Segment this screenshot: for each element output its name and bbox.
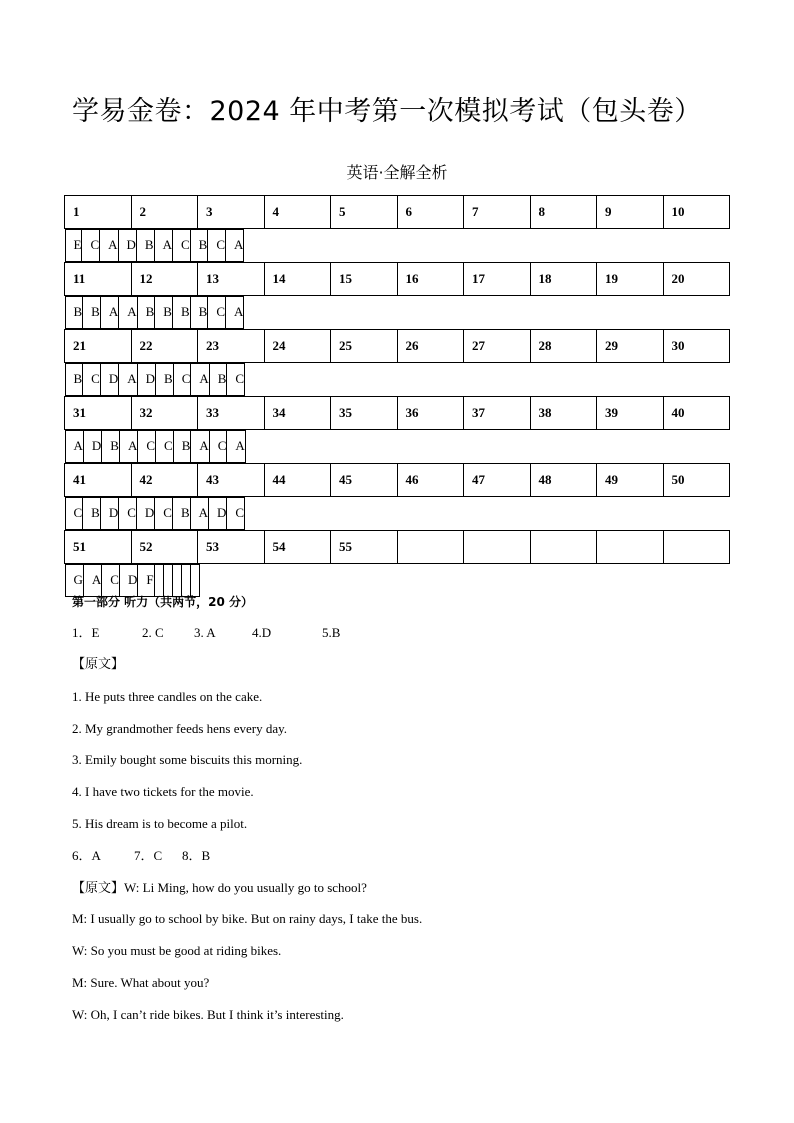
answer-cell: F [138,564,154,597]
question-number-cell: 17 [464,263,531,296]
question-number-cell: 4 [264,196,331,229]
question-number-cell: 44 [264,464,331,497]
answer-item: 3. A [194,625,216,640]
question-number-cell: 42 [131,464,198,497]
question-number-cell: 38 [530,397,597,430]
answer-cell: A [83,564,101,597]
question-number-cell: 34 [264,397,331,430]
answer-cell: A [119,363,137,396]
question-number-cell [397,531,464,564]
answer-cell: C [227,497,245,530]
answer-cell: A [119,296,137,329]
answer-cell: B [155,296,173,329]
question-number-cell: 53 [198,531,265,564]
question-number-row [65,263,730,296]
answer-cell: B [83,296,101,329]
answer-cell: B [172,497,190,530]
answer-cell: B [65,296,83,329]
answer-cell: D [137,363,155,396]
question-number-cell: 18 [530,263,597,296]
question-number-cell: 40 [663,397,730,430]
question-number-cell: 39 [597,397,664,430]
question-number-cell: 41 [65,464,132,497]
answer-cell: A [154,229,172,262]
answer-cell: B [102,430,120,463]
question-number-cell: 5 [331,196,398,229]
answer-cell: C [83,363,101,396]
question-number-cell: 48 [530,464,597,497]
answer-cell: B [156,363,174,396]
question-number-cell: 37 [464,397,531,430]
transcript-line: 4. I have two tickets for the movie. [72,784,254,799]
original-text-label: 【原文】 [72,657,125,672]
page-title: 学易金卷：2024 年中考第一次模拟考试（包头卷） [72,96,702,127]
question-number-cell: 25 [331,330,398,363]
question-number-cell: 12 [131,263,198,296]
question-number-row [65,397,730,430]
page-subtitle: 英语·全解全析 [346,163,448,182]
answer-cell: C [173,363,191,396]
answer-cell: A [225,229,243,262]
answer-row [65,229,245,263]
question-number-cell: 1 [65,196,132,229]
answer-cell: D [119,564,137,597]
answer-cell: B [65,363,83,396]
answer-item: 4.D [252,625,272,640]
answer-cell: A [119,430,137,463]
question-number-cell: 54 [264,531,331,564]
question-number-cell: 22 [131,330,198,363]
question-number-cell: 52 [131,531,198,564]
original-text-label: 【原文】 [72,881,125,896]
transcript-line: 5. His dream is to become a pilot. [72,816,248,831]
question-number-cell: 50 [663,464,730,497]
question-number-cell: 26 [397,330,464,363]
answer-cell: C [227,363,245,396]
answer-cell: A [191,430,209,463]
answer-cell: C [138,430,156,463]
transcript-line: 1. He puts three candles on the cake. [72,689,263,704]
answer-cell: C [208,296,226,329]
answer-cell: D [100,497,118,530]
question-number-cell: 33 [198,397,265,430]
answer-cell: B [190,229,208,262]
question-number-row [65,330,730,363]
answer-line-1 [72,623,340,643]
answer-cell: C [65,497,83,530]
answer-item: 8．B [182,848,211,863]
question-number-cell: 29 [597,330,664,363]
question-number-cell: 43 [198,464,265,497]
answer-cell: A [65,430,83,463]
question-number-cell: 45 [331,464,398,497]
transcript-line: M: Sure. What about you? [72,975,210,990]
section-heading: 第一部分 听力（共两节，20 分） [72,595,254,609]
answer-cell: D [100,363,118,396]
question-number-cell: 30 [663,330,730,363]
answer-line-2 [72,846,210,866]
question-number-cell: 10 [663,196,730,229]
question-number-cell: 8 [530,196,597,229]
transcript-line [72,878,367,899]
question-number-cell [663,531,730,564]
answer-cell: C [208,229,226,262]
question-number-cell: 31 [65,397,132,430]
answer-item: 5.B [322,625,341,640]
question-number-cell: 11 [65,263,132,296]
question-number-cell: 15 [331,263,398,296]
answer-cell: D [118,229,136,262]
answer-cell: A [100,296,118,329]
answer-item: 1．E [72,625,100,640]
question-number-cell: 49 [597,464,664,497]
question-number-cell: 7 [464,196,531,229]
question-number-cell: 47 [464,464,531,497]
question-number-cell: 19 [597,263,664,296]
question-number-cell: 9 [597,196,664,229]
question-number-cell: 24 [264,330,331,363]
answer-row [65,497,246,531]
question-number-cell [597,531,664,564]
answer-cell: D [136,497,154,530]
question-number-cell: 28 [530,330,597,363]
question-number-cell: 13 [198,263,265,296]
question-number-row [65,196,730,229]
answer-cell: E [65,229,82,262]
answer-cell: C [119,497,137,530]
question-number-cell: 2 [131,196,198,229]
question-number-cell: 23 [198,330,265,363]
question-number-cell: 46 [397,464,464,497]
answer-cell: A [100,229,118,262]
question-number-cell [464,531,531,564]
answer-cell: B [137,296,155,329]
question-number-cell: 14 [264,263,331,296]
question-number-cell: 16 [397,263,464,296]
answer-cell: B [173,430,191,463]
answer-cell: A [191,363,209,396]
question-number-cell: 32 [131,397,198,430]
question-number-cell: 55 [331,531,398,564]
answer-cell: C [156,430,174,463]
answer-row [65,363,246,397]
transcript-line: W: So you must be good at riding bikes. [72,943,282,958]
question-number-row [65,531,730,564]
question-number-cell: 3 [198,196,265,229]
answer-cell: C [172,229,190,262]
transcript-line: W: Oh, I can’t ride bikes. But I think it’s interesting. [72,1007,344,1022]
answer-cell: A [190,497,208,530]
answer-cell: C [209,430,227,463]
answer-cell: A [225,296,243,329]
question-number-cell: 6 [397,196,464,229]
question-number-cell: 36 [397,397,464,430]
answer-row [65,430,246,464]
question-number-cell: 27 [464,330,531,363]
answer-cell: G [65,564,83,597]
answer-cell: D [209,497,227,530]
answer-cell: B [209,363,227,396]
transcript-line: M: I usually go to school by bike. But on rainy days, I take the bus. [72,911,423,926]
answer-cell: B [83,497,101,530]
answer-cell: B [136,229,154,262]
answer-item: 6．A [72,848,101,863]
transcript-text: W: Li Ming, how do you usually go to school? [124,880,367,895]
question-number-row [65,464,730,497]
answer-cell: C [155,497,173,530]
answer-cell: D [83,430,101,463]
answer-cell: B [190,296,208,329]
answer-cell: C [82,229,100,262]
question-number-cell: 51 [65,531,132,564]
question-number-cell [530,531,597,564]
answer-row [65,296,245,330]
answer-cell: B [172,296,190,329]
answer-item: 2. C [142,625,164,640]
answer-table [64,195,730,597]
answer-item: 7．C [134,848,163,863]
question-number-cell: 35 [331,397,398,430]
transcript-line: 2. My grandmother feeds hens every day. [72,721,288,736]
answer-cell: A [227,430,245,463]
question-number-cell: 20 [663,263,730,296]
transcript-line: 3. Emily bought some biscuits this morning. [72,752,303,767]
question-number-cell: 21 [65,330,132,363]
answer-cell: C [102,564,120,597]
